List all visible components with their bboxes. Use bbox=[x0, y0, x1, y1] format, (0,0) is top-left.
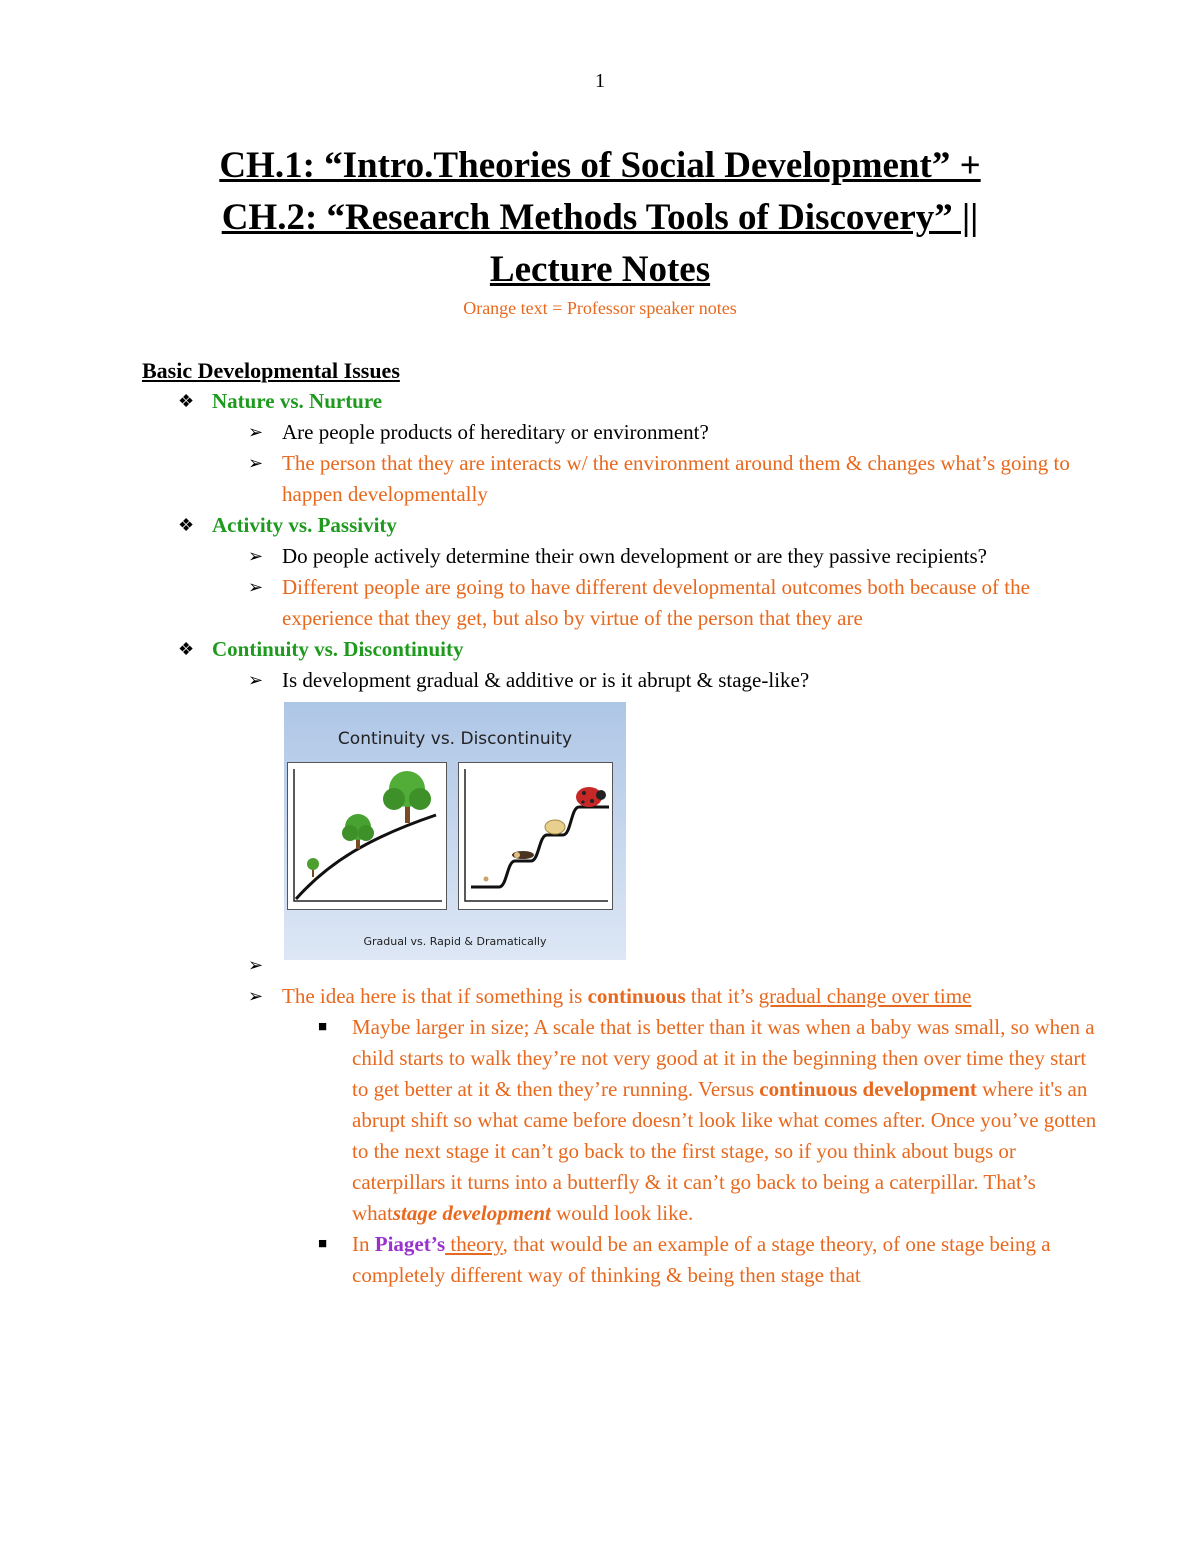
square-bullet-icon: ■ bbox=[318, 1019, 328, 1035]
speaker-note: The person that they are interacts w/ the environment around them & changes what’s going to happen developmentally bbox=[282, 451, 1070, 506]
keyword-continuous-development: continuous development bbox=[759, 1077, 977, 1101]
question-text: Is development gradual & additive or is it abrupt & stage-like? bbox=[282, 668, 810, 692]
arrow-bullet-icon: ➢ bbox=[248, 453, 264, 473]
small-tree-icon bbox=[307, 858, 319, 877]
title-line-3: Lecture Notes bbox=[489, 249, 711, 290]
list-item bbox=[142, 950, 1102, 981]
keyword-piaget: Piaget’s bbox=[374, 1232, 446, 1256]
list-item bbox=[142, 417, 1102, 448]
speaker-note: that it’s bbox=[685, 984, 759, 1008]
title-line-2: CH.2: “Research Methods Tools of Discovery” || bbox=[221, 197, 979, 238]
speaker-note: where it's an abrupt shift so what came before doesn’t look like what comes after. Once you’ve gotten to the next stage it can’t go back to the first stage, so if you think about bugs or caterpillars it turns into a butterfly & it can’t go back to being a caterpillar. That’s what bbox=[352, 1077, 1097, 1225]
speaker-note: The idea here is that if something is bbox=[282, 984, 588, 1008]
figure-row bbox=[142, 702, 1102, 960]
speaker-note: Different people are going to have different developmental outcomes both because of the experience that they get, but also by virtue of the person that they are bbox=[282, 575, 1030, 630]
list-item bbox=[142, 448, 1102, 510]
question-text: Do people actively determine their own development or are they passive recipients? bbox=[282, 544, 987, 568]
figure-title: Continuity vs. Discontinuity bbox=[337, 729, 573, 749]
speaker-note: would look like. bbox=[550, 1201, 694, 1225]
speaker-note: , that would be an example of a stage theory, of one stage being a completely different way of thinking & being then stage that bbox=[352, 1232, 1051, 1287]
issue-heading: Activity vs. Passivity bbox=[212, 513, 397, 537]
diamond-bullet-icon: ❖ bbox=[178, 639, 195, 659]
egg-icon bbox=[484, 877, 489, 882]
pupa-icon bbox=[545, 820, 565, 834]
arrow-bullet-icon: ➢ bbox=[248, 670, 264, 690]
list-item bbox=[142, 572, 1102, 634]
issue-item-continuity bbox=[142, 634, 1102, 665]
list-item bbox=[142, 981, 1102, 1012]
list-item bbox=[142, 541, 1102, 572]
stage-growth-illustration bbox=[459, 763, 612, 909]
speaker-note: In bbox=[352, 1232, 375, 1256]
square-bullet-icon: ■ bbox=[318, 1236, 328, 1252]
list-item bbox=[142, 665, 1102, 696]
issue-heading: Nature vs. Nurture bbox=[212, 389, 383, 413]
arrow-bullet-icon: ➢ bbox=[248, 986, 264, 1006]
keyword-stage-development: stage development bbox=[392, 1201, 551, 1225]
issue-heading: Continuity vs. Discontinuity bbox=[212, 637, 464, 661]
list-item bbox=[142, 1229, 1102, 1291]
question-text: Are people products of hereditary or environment? bbox=[282, 420, 709, 444]
diamond-bullet-icon: ❖ bbox=[178, 391, 195, 411]
keyword-theory: theory bbox=[445, 1232, 503, 1256]
issue-item-activity bbox=[142, 510, 1102, 541]
continuous-panel bbox=[287, 762, 447, 910]
speaker-note: Maybe larger in size; A scale that is better than it was when a baby was small, so when a child starts to walk they’re not very good at it in the beginning then over time they start to get better at it & then they’re running. Versus bbox=[352, 1015, 1095, 1101]
keyword-gradual-change: gradual change over time bbox=[758, 984, 972, 1008]
diamond-bullet-icon: ❖ bbox=[178, 515, 195, 535]
keyword-continuous: continuous bbox=[587, 984, 686, 1008]
list-item bbox=[142, 1012, 1102, 1229]
legend-note: Orange text = Professor speaker notes bbox=[463, 298, 737, 318]
figure-caption: Gradual vs. Rapid & Dramatically bbox=[363, 935, 547, 948]
section-heading: Basic Developmental Issues bbox=[142, 358, 400, 383]
arrow-bullet-icon: ➢ bbox=[248, 577, 264, 597]
arrow-bullet-icon: ➢ bbox=[248, 546, 264, 566]
gradual-growth-illustration bbox=[288, 763, 446, 909]
notes-body bbox=[142, 355, 1102, 1291]
issue-item-nature bbox=[142, 386, 1102, 417]
larva-icon bbox=[512, 851, 534, 859]
large-tree-icon bbox=[383, 771, 431, 823]
document-title bbox=[0, 140, 1200, 319]
arrow-bullet-icon: ➢ bbox=[248, 422, 264, 442]
title-line-1: CH.1: “Intro.Theories of Social Development” + bbox=[219, 145, 981, 186]
arrow-bullet-icon: ➢ bbox=[248, 955, 264, 975]
page-number: 1 bbox=[595, 70, 605, 92]
discontinuous-panel bbox=[458, 762, 613, 910]
continuity-figure bbox=[284, 702, 626, 960]
ladybug-icon bbox=[576, 787, 606, 807]
